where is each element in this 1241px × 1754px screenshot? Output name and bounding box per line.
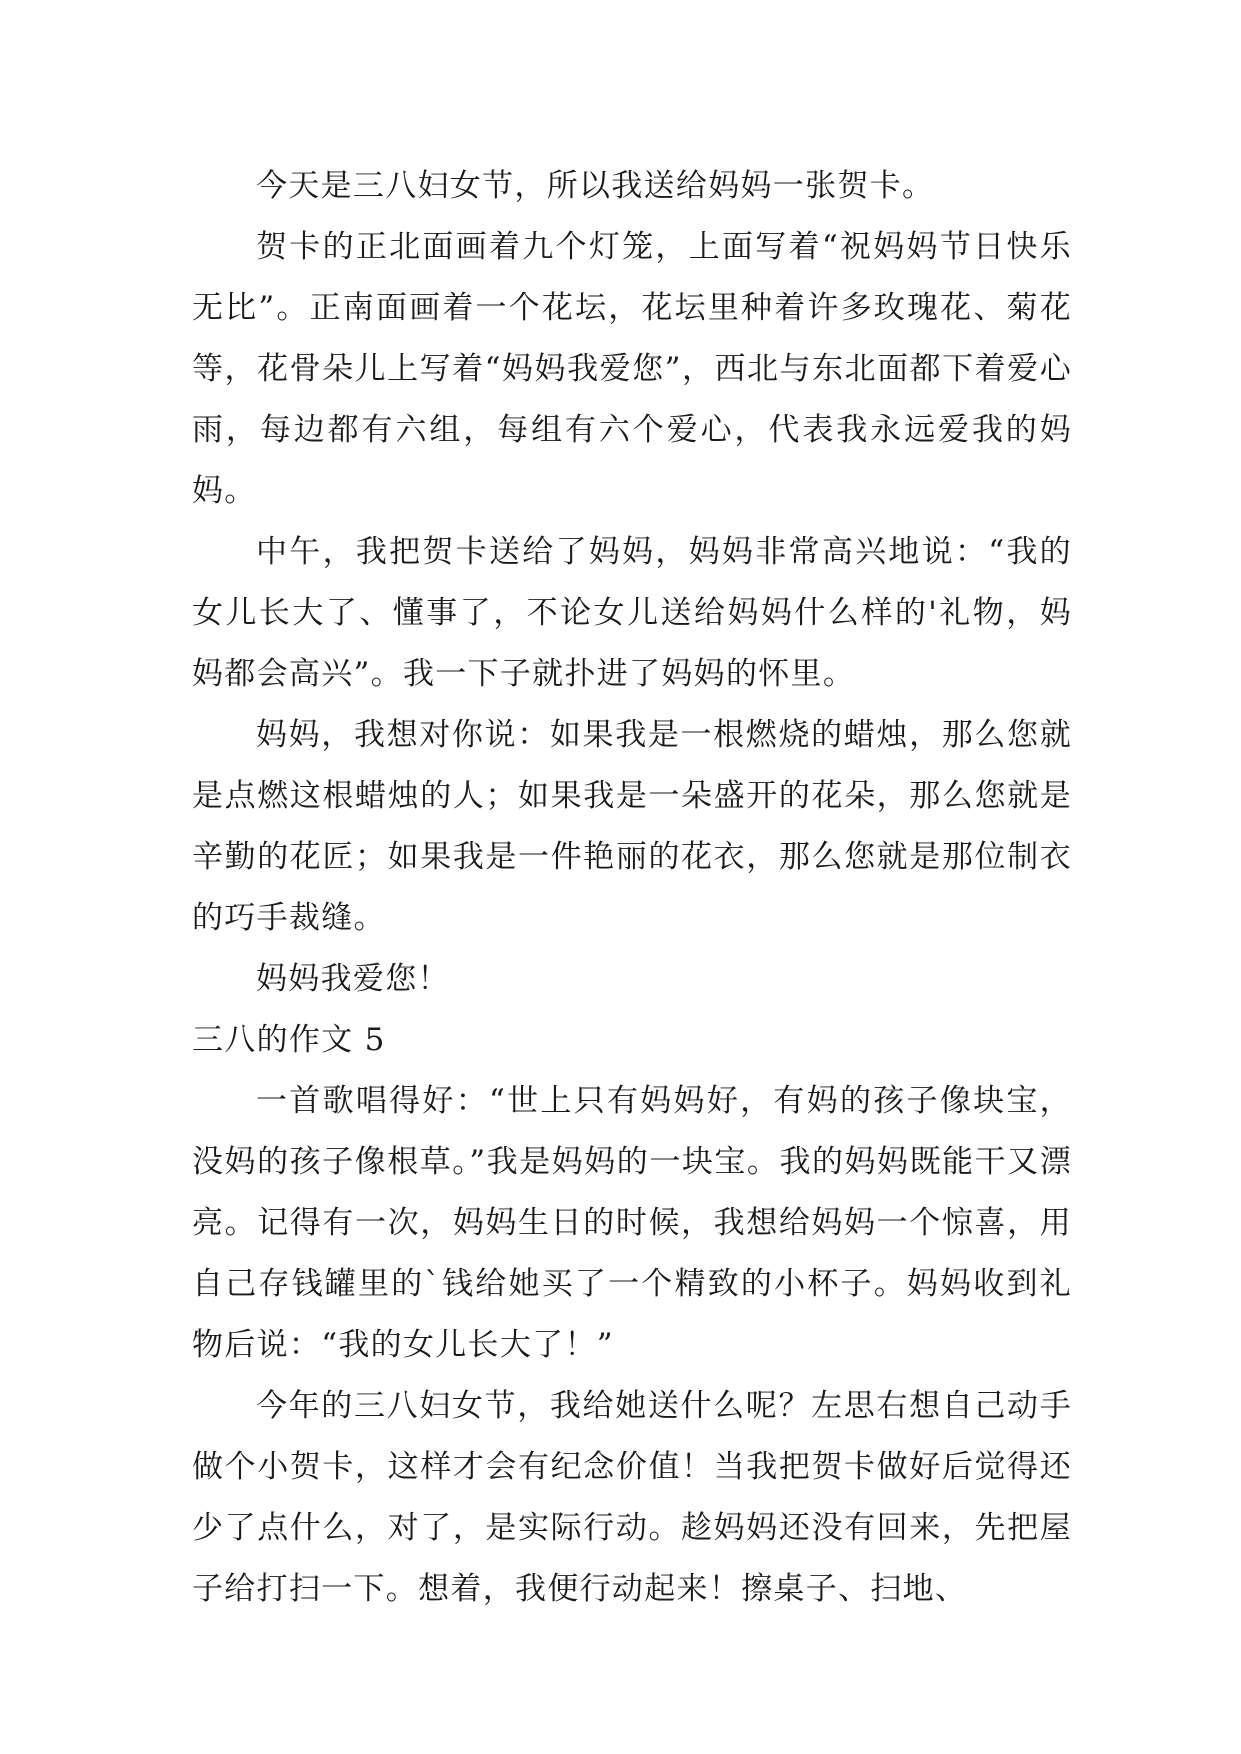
- paragraph-womens-day-plan: 今年的三八妇女节，我给她送什么呢？左思右想自己动手做个小贺卡，这样才会有纪念价值！当我把贺卡做好后觉得还少了点什么，对了，是实际行动。趁妈妈还没有回来，先把屋子给打扫一下。想着，我便行动起来！擦桌子、扫地、: [192, 1388, 1072, 1607]
- paragraph-song: 一首歌唱得好：“世上只有妈妈好，有妈的孩子像块宝，没妈的孩子像根草。”我是妈妈的一块宝。我的妈妈既能干又漂亮。记得有一次，妈妈生日的时候，我想给妈妈一个惊喜，用自己存钱罐里的`钱给她买了一个精致的小杯子。妈妈收到礼物后说：“我的女儿长大了！”: [192, 1083, 1072, 1363]
- paragraph-noon-gift: 中午，我把贺卡送给了妈妈，妈妈非常高兴地说：“我的女儿长大了、懂事了，不论女儿送给妈妈什么样的'礼物，妈妈都会高兴”。我一下子就扑进了妈妈的怀里。: [192, 534, 1072, 692]
- section-title: 三八的作文 5: [192, 1022, 386, 1058]
- paragraph-intro: 今天是三八妇女节，所以我送给妈妈一张贺卡。: [256, 168, 935, 204]
- paragraph-love-you: 妈妈我爱您！: [256, 961, 450, 997]
- paragraph-metaphors: 妈妈，我想对你说：如果我是一根燃烧的蜡烛，那么您就是点燃这根蜡烛的人；如果我是一朵盛开的花朵，那么您就是辛勤的花匠；如果我是一件艳丽的花衣，那么您就是那位制衣的巧手裁缝。: [192, 717, 1072, 936]
- paragraph-card-description: 贺卡的正北面画着九个灯笼，上面写着“祝妈妈节日快乐无比”。正南面画着一个花坛，花坛里种着许多玫瑰花、菊花等，花骨朵儿上写着“妈妈我爱您”，西北与东北面都下着爱心雨，每边都有六组，每组有六个爱心，代表我永远爱我的妈妈。: [192, 229, 1072, 509]
- document-body: [192, 156, 1072, 1620]
